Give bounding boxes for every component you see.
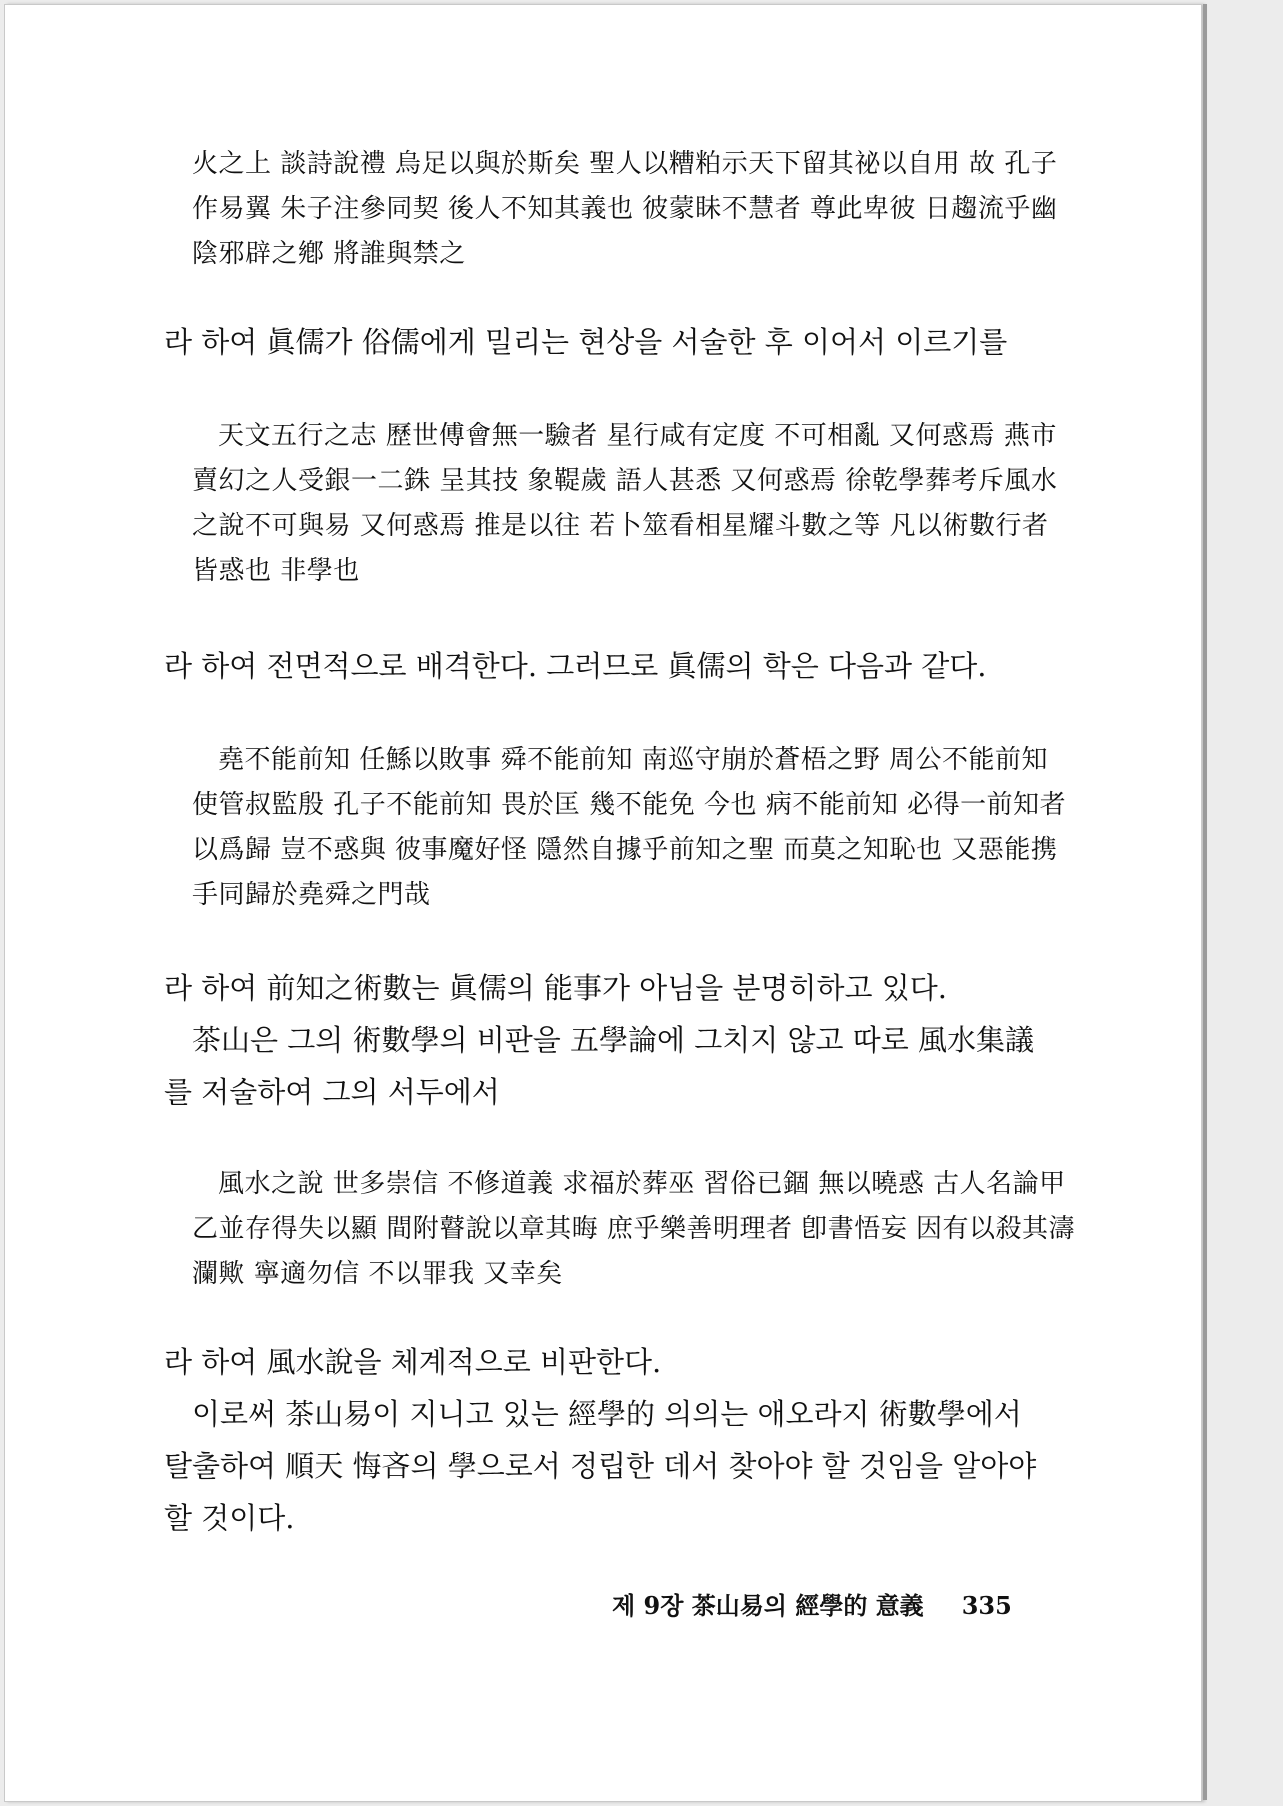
quote-line: 火之上 談詩說禮 烏足以與於斯矣 聖人以糟粕示天下留其祕以自用 故 孔子 [192,149,1058,179]
quote-block [192,414,1057,594]
body-line: 이로써 茶山易이 지니고 있는 經學的 의의는 애오라지 術數學에서 [192,1397,1022,1431]
body-line: 를 저술하여 그의 서두에서 [164,1075,500,1109]
body-paragraph [164,640,987,692]
body-line: 할 것이다. [164,1501,295,1535]
body-line: 라 하여 전면적으로 배격한다. 그러므로 眞儒의 학은 다음과 같다. [164,649,987,683]
quote-line: 使管叔監殷 孔子不能前知 畏於匡 幾不能免 今也 病不能前知 必得一前知者 [192,790,1067,820]
quote-line: 以爲歸 豈不惑與 彼事魔好怪 隱然自據乎前知之聖 而莫之知恥也 又惡能携 [192,835,1058,865]
body-line: 라 하여 風水說을 체계적으로 비판한다. [164,1345,662,1379]
page-footer [612,1586,1012,1621]
quote-line: 手同歸於堯舜之門哉 [192,880,431,910]
body-line: 라 하여 眞儒가 俗儒에게 밀리는 현상을 서술한 후 이어서 이르기를 [164,325,1008,359]
body-paragraph [164,962,1034,1118]
body-paragraph [164,1336,1036,1544]
quote-line: 賣幻之人受銀一二銖 呈其技 象鞮歲 語人甚悉 又何惑焉 徐乾學葬考斥風水 [192,466,1058,496]
quote-line: 乙並存得失以顯 間附瞽說以章其晦 庶乎樂善明理者 卽書悟妄 因有以殺其濤 [192,1214,1076,1244]
quote-line: 瀾歟 寧適勿信 不以罪我 又幸矣 [192,1259,563,1289]
body-line: 茶山은 그의 術數學의 비판을 五學論에 그치지 않고 따로 風水集議 [192,1023,1034,1057]
chapter-title: 제 9장 茶山易의 經學的 意義 [612,1591,924,1620]
quote-line: 作易翼 朱子注參同契 後人不知其義也 彼蒙眛不慧者 尊此卑彼 日趨流乎幽 [192,194,1058,224]
quote-line: 之說不可與易 又何惑焉 推是以往 若卜筮看相星耀斗數之等 凡以術數行者 [192,511,1049,541]
body-line: 탈출하여 順天 悔吝의 學으로서 정립한 데서 찾아야 할 것임을 알아야 [164,1449,1037,1483]
quote-line: 堯不能前知 任鯀以敗事 舜不能前知 南巡守崩於蒼梧之野 周公不能前知 [218,745,1049,775]
quote-block [192,1162,1075,1297]
body-paragraph [164,316,1007,368]
page-edge [1203,4,1207,1800]
quote-block [192,738,1066,918]
quote-line: 天文五行之志 歷世傅會無一驗者 星行咸有定度 不可相亂 又何惑焉 燕市 [218,421,1057,451]
quote-line: 風水之說 世多崇信 不修道義 求福於葬巫 習俗已錮 無以曉惑 古人名論甲 [218,1169,1066,1199]
quote-line: 皆惑也 非學也 [192,556,360,586]
quote-line: 陰邪辟之鄕 將誰與禁之 [192,239,466,269]
quote-block [192,142,1057,277]
page-number: 335 [961,1591,1012,1620]
body-line: 라 하여 前知之術數는 眞儒의 能事가 아님을 분명히하고 있다. [164,971,947,1005]
